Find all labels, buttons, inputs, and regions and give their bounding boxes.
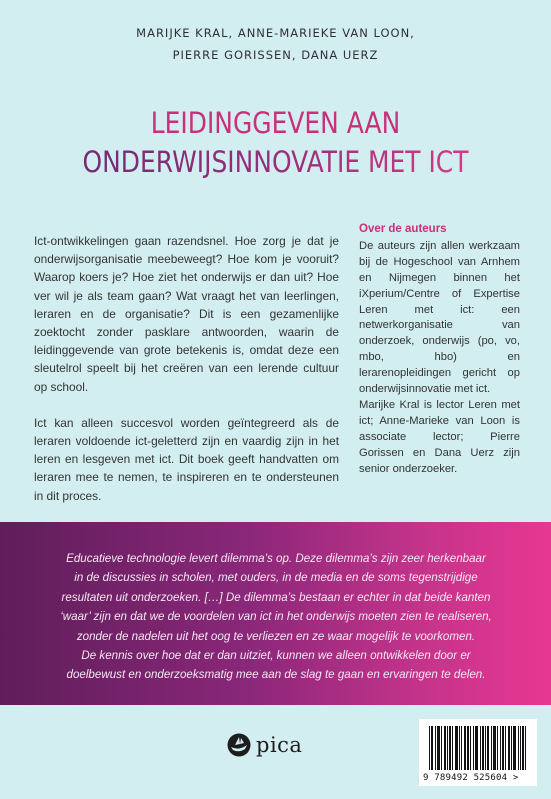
barcode-bar <box>483 726 484 770</box>
barcode-bar <box>525 726 526 770</box>
barcode-bar <box>459 726 460 770</box>
barcode-bar <box>455 726 456 770</box>
barcode-bar <box>438 726 439 770</box>
about-authors <box>359 222 520 478</box>
quote-line: doelbewust en onderzoeksmatig mee aan de slag te gaan en ervaringen te delen. <box>66 668 486 682</box>
about-paragraph-2: Marijke Kral is lector Leren met ict; Anne-Marieke van Loon is associate lector; Pierre Gorissen en Dana Uerz zijn senior onderzoeker. <box>359 398 520 475</box>
barcode-bar <box>468 726 469 770</box>
about-paragraph-1: De auteurs zijn allen werkzaam bij de Hogeschool van Arnhem en Nijmegen binnen het iXperium/Centre of Expertise Leren met ict: een netwerkorganisatie van onderzoek, onderwijs (po, vo, mbo, hbo) en lerarenopleidingen gericht op onderwijsinnovatie met ict. <box>359 239 520 396</box>
barcode-bar <box>523 726 524 770</box>
author-line-1: MARIJKE KRAL, ANNE-MARIEKE VAN LOON, <box>136 26 415 40</box>
title-line-2: ONDERWIJSINNOVATIE MET ICT <box>39 143 513 182</box>
barcode-bar <box>494 726 495 770</box>
barcode-bar <box>450 726 451 770</box>
title-line-1: LEIDINGGEVEN AAN <box>150 106 401 140</box>
barcode-bar <box>456 726 457 770</box>
author-list <box>0 22 551 66</box>
barcode-bars <box>429 726 529 770</box>
barcode-bar <box>482 726 483 770</box>
barcode-bar <box>505 726 506 770</box>
publisher-logo <box>226 731 302 759</box>
barcode-bar <box>470 726 471 770</box>
barcode-bar <box>435 726 436 770</box>
publisher-name: pica <box>256 733 303 757</box>
barcode-bar <box>432 726 433 770</box>
barcode-bar <box>444 726 445 770</box>
barcode-bar <box>508 726 509 770</box>
barcode-bar <box>441 726 442 770</box>
barcode-bar <box>475 726 476 770</box>
barcode-bar <box>457 726 458 770</box>
barcode-bar <box>520 726 521 770</box>
barcode-bar <box>500 726 501 770</box>
barcode-bar <box>513 726 514 770</box>
barcode-bar <box>447 726 448 770</box>
barcode-bar <box>515 726 516 770</box>
barcode-bar <box>476 726 477 770</box>
barcode-bar <box>493 726 494 770</box>
quote-line: De kennis over hoe dat er dan uitziet, kunnen we alleen ontwikkelen door er <box>81 649 471 663</box>
barcode-bar <box>473 726 474 770</box>
barcode-bar <box>464 726 465 770</box>
pull-quote <box>30 549 522 685</box>
barcode-bar <box>491 726 492 770</box>
quote-line: resultaten uit onderzoeken. […] De dilemma’s bestaan er echter in dat beide kanten <box>61 590 491 604</box>
quote-line: Educatieve technologie levert dilemma’s op. Deze dilemma’s zijn zeer herkenbaar <box>66 552 486 565</box>
book-blurb <box>34 232 339 523</box>
quote-line: zonder de nadelen uit het oog te verliezen en ze waar mogelijk te voorkomen. <box>76 629 476 643</box>
isbn-number: 9 789492 525604 > <box>423 773 519 783</box>
about-authors-heading: Over de auteurs <box>359 223 447 235</box>
book-title <box>39 104 513 182</box>
blurb-paragraph-1: Ict-ontwikkelingen gaan razendsnel. Hoe zorg je dat je onderwijsorganisatie meebeweegt? Hoe kom je vooruit? Waarop koers je? Hoe ziet het onderwijs er dan uit? Hoe ver wil je als team gaan? Wat vraagt het van leerlingen, leraren en de organisatie? Dit is een gezamenlijke zoektocht zonder pasklare antwoorden, waarin de leidinggevende van grote betekenis is, omdat deze een sleutelrol speelt bij het creëren van een lerende cultuur op school. <box>34 234 339 394</box>
barcode-bar <box>495 726 496 770</box>
barcode-bar <box>522 726 523 770</box>
barcode-bar <box>461 726 462 770</box>
barcode-bar <box>487 726 488 770</box>
barcode-bar <box>477 726 478 770</box>
barcode-bar <box>514 726 515 770</box>
barcode-bar <box>437 726 438 770</box>
barcode-bar <box>518 726 519 770</box>
barcode-bar <box>429 726 430 770</box>
author-line-2: PIERRE GORISSEN, DANA UERZ <box>172 48 379 62</box>
barcode-bar <box>485 726 486 770</box>
barcode-bar <box>502 726 503 770</box>
barcode-bar <box>488 726 489 770</box>
barcode-bar <box>452 726 453 770</box>
isbn-barcode <box>419 719 537 786</box>
barcode-bar <box>467 726 468 770</box>
barcode-bar <box>497 726 498 770</box>
quote-line: in de discussies in scholen, met ouders, in de media en de soms tegenstrijdige <box>74 571 478 585</box>
quote-line: ‘waar’ zijn en dat we de voordelen van ict in het onderwijs moeten zien te realiseren, <box>60 610 492 624</box>
blurb-paragraph-2: Ict kan alleen succesvol worden geïntegreerd als de leraren voldoende ict-geletterd zijn en vaardig zijn in het leren en lesgeven met ict. Dit boek geeft handvatten om leraren mee te nemen, te inspireren en te ondersteunen in dit proces. <box>34 415 339 503</box>
barcode-bar <box>511 726 512 770</box>
pica-ship-icon <box>226 732 252 758</box>
barcode-bar <box>509 726 510 770</box>
barcode-bar <box>503 726 504 770</box>
barcode-bar <box>439 726 440 770</box>
barcode-bar <box>445 726 446 770</box>
barcode-bar <box>465 726 466 770</box>
barcode-bar <box>480 726 481 770</box>
barcode-bar <box>431 726 432 770</box>
barcode-bar <box>449 726 450 770</box>
